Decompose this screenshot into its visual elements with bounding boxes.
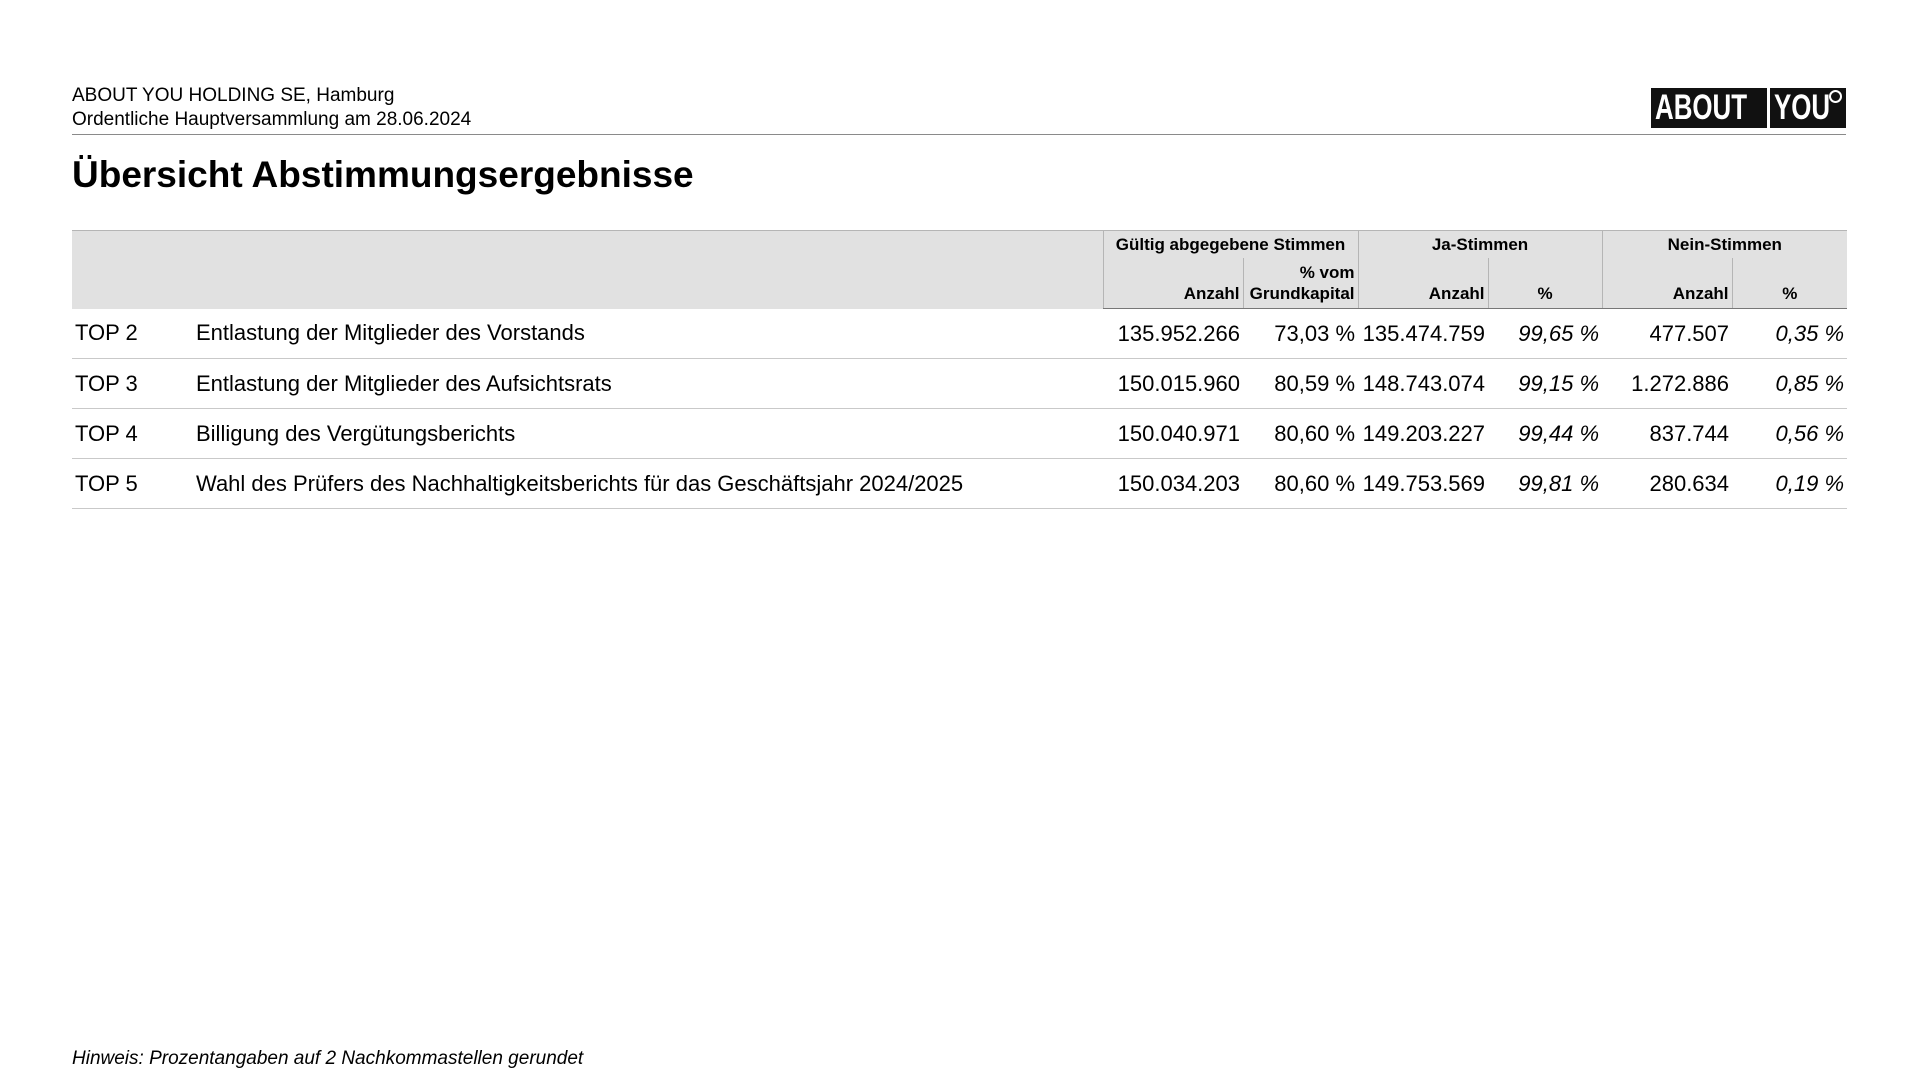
valid-votes-count: 135.952.266 <box>1103 309 1243 359</box>
header-valid-count: Anzahl <box>1103 258 1243 309</box>
header-yes-count: Anzahl <box>1358 258 1488 309</box>
table-row <box>72 409 1847 459</box>
agenda-item-description: Billigung des Vergütungsberichts <box>194 409 1103 459</box>
no-votes-percent: 0,35 % <box>1732 309 1847 359</box>
header-no-count: Anzahl <box>1602 258 1732 309</box>
about-you-logo <box>1651 88 1846 128</box>
header-no-percent: % <box>1732 258 1847 309</box>
logo-word-about: ABOUT <box>1655 88 1748 127</box>
no-votes-count: 280.634 <box>1602 459 1732 509</box>
valid-votes-percent: 80,60 % <box>1243 459 1358 509</box>
yes-votes-count: 149.203.227 <box>1358 409 1488 459</box>
yes-votes-count: 149.753.569 <box>1358 459 1488 509</box>
no-votes-percent: 0,85 % <box>1732 359 1847 409</box>
table-header-row-groups <box>72 231 1847 259</box>
header-yes-votes: Ja-Stimmen <box>1358 231 1602 259</box>
page-title: Übersicht Abstimmungsergebnisse <box>72 154 694 195</box>
header-valid-percent: % vom Grundkapital <box>1243 258 1358 309</box>
agenda-item-number: TOP 5 <box>72 459 194 509</box>
agenda-item-number: TOP 3 <box>72 359 194 409</box>
agenda-item-number: TOP 2 <box>72 309 194 359</box>
no-votes-count: 837.744 <box>1602 409 1732 459</box>
yes-votes-percent: 99,15 % <box>1488 359 1602 409</box>
header-valid-votes: Gültig abgegebene Stimmen <box>1103 231 1358 259</box>
valid-votes-count: 150.040.971 <box>1103 409 1243 459</box>
logo-word-you: YOU <box>1774 88 1831 127</box>
no-votes-percent: 0,19 % <box>1732 459 1847 509</box>
footnote: Hinweis: Prozentangaben auf 2 Nachkommastellen gerundet <box>72 1048 584 1069</box>
document-header <box>72 84 1846 135</box>
yes-votes-percent: 99,81 % <box>1488 459 1602 509</box>
company-name: ABOUT YOU HOLDING SE, Hamburg <box>72 85 395 106</box>
agenda-item-description: Entlastung der Mitglieder des Aufsichtsrats <box>194 359 1103 409</box>
no-votes-percent: 0,56 % <box>1732 409 1847 459</box>
valid-votes-count: 150.034.203 <box>1103 459 1243 509</box>
agenda-item-description: Wahl des Prüfers des Nachhaltigkeitsberichts für das Geschäftsjahr 2024/2025 <box>194 459 1103 509</box>
no-votes-count: 1.272.886 <box>1602 359 1732 409</box>
valid-votes-percent: 73,03 % <box>1243 309 1358 359</box>
valid-votes-count: 150.015.960 <box>1103 359 1243 409</box>
valid-votes-percent: 80,59 % <box>1243 359 1358 409</box>
logo-circle-icon <box>1829 90 1842 103</box>
header-yes-percent: % <box>1488 258 1602 309</box>
table-row <box>72 459 1847 509</box>
valid-votes-percent: 80,60 % <box>1243 409 1358 459</box>
table-row <box>72 309 1847 359</box>
yes-votes-percent: 99,44 % <box>1488 409 1602 459</box>
header-no-votes: Nein-Stimmen <box>1602 231 1847 259</box>
meeting-info: Ordentliche Hauptversammlung am 28.06.2024 <box>72 109 472 130</box>
agenda-item-description: Entlastung der Mitglieder des Vorstands <box>194 309 1103 359</box>
yes-votes-percent: 99,65 % <box>1488 309 1602 359</box>
yes-votes-count: 135.474.759 <box>1358 309 1488 359</box>
header-empty-cell <box>72 231 1103 309</box>
yes-votes-count: 148.743.074 <box>1358 359 1488 409</box>
table-row <box>72 359 1847 409</box>
voting-results-table <box>72 230 1847 509</box>
agenda-item-number: TOP 4 <box>72 409 194 459</box>
no-votes-count: 477.507 <box>1602 309 1732 359</box>
